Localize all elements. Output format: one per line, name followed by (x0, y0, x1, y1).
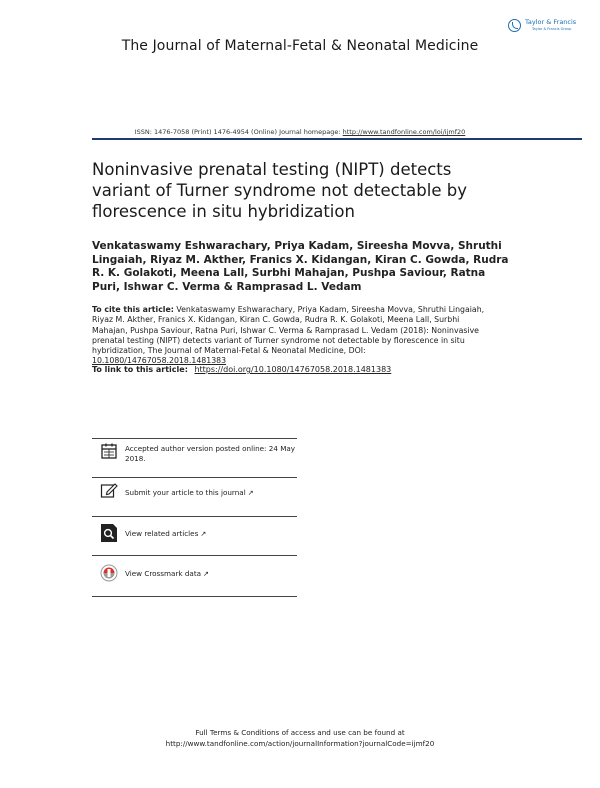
journal-title: The Journal of Maternal-Fetal & Neonatal Medicine (121, 38, 479, 54)
issn-line (0, 128, 600, 136)
crossmark-row[interactable] (92, 556, 297, 596)
article-link-label: To link to this article: (92, 365, 188, 374)
publisher-logo[interactable] (508, 18, 588, 36)
external-link-icon: ↗ (200, 530, 207, 538)
article-doi-link[interactable]: https://doi.org/10.1080/14767058.2018.1481383 (194, 365, 392, 374)
related-articles-row[interactable] (92, 517, 297, 555)
footer-terms-link[interactable]: http://www.tandfonline.com/action/journalInformation?journalCode=ijmf20 (165, 738, 435, 748)
journal-homepage-link[interactable]: http://www.tandfonline.com/loi/ijmf20 (342, 128, 466, 136)
submit-article-text: Submit your article to this journal (125, 488, 246, 497)
issn-text: ISSN: 1476-7058 (Print) 1476-4954 (Online) Journal homepage: (134, 128, 341, 136)
publisher-name: Taylor & Francis (525, 18, 577, 26)
search-document-icon (100, 524, 118, 542)
citation-block (92, 305, 492, 367)
article-link-block (92, 365, 512, 374)
calendar-icon (100, 442, 118, 460)
external-link-icon: ↗ (247, 489, 254, 497)
footer-terms-text: Full Terms & Conditions of access and use can be found at (195, 728, 405, 737)
accepted-info-text: Accepted author version posted online: 24 May 2018. (125, 444, 296, 463)
article-title: Noninvasive prenatal testing (NIPT) detects variant of Turner syndrome not detectable by florescence in situ hybridization (92, 160, 467, 221)
footer (0, 728, 600, 749)
crossmark-text: View Crossmark data (125, 569, 202, 578)
citation-doi-link[interactable]: 10.1080/14767058.2018.1481383 (92, 356, 227, 366)
author-list: Venkataswamy Eshwarachary, Priya Kadam, Sireesha Movva, Shruthi Lingaiah, Riyaz M. Akther, Franics X. Kidangan, Kiran C. Gowda, Rudra R. K. Golakoti, Meena Lall, Surbhi Mahajan, Pushpa Saviour, Ratna Puri, Ishwar C. Verma & Ramprasad L. Vedam (92, 240, 509, 293)
accepted-info-row (92, 439, 297, 477)
submit-article-row[interactable] (92, 478, 297, 516)
citation-text: Venkataswamy Eshwarachary, Priya Kadam, Sireesha Movva, Shruthi Lingaiah, Riyaz M. Akther, Franics X. Kidangan, Kiran C. Gowda, Rudra R. K. Golakoti, Meena Lall, Surbhi Mahajan, Pushpa Saviour, Ratna Puri, Ishwar C. Verma & Ramprasad L. Vedam (2018): Noninvasive prenatal testing (NIPT) detects variant of Turner syndrome not detectable by florescence in situ hybridization, The Journal of Maternal-Fetal & Neonatal Medicine, DOI: (92, 305, 485, 356)
related-articles-link[interactable] (125, 529, 300, 539)
info-divider (92, 596, 297, 597)
crossmark-link[interactable] (125, 569, 300, 579)
publisher-logo-icon (508, 19, 521, 32)
crossmark-icon (100, 564, 118, 582)
publisher-subname: Taylor & Francis Group (532, 27, 572, 31)
related-articles-text: View related articles (125, 529, 199, 538)
external-link-icon: ↗ (203, 570, 209, 578)
submit-article-link[interactable] (125, 488, 300, 498)
header-divider (92, 138, 582, 140)
pencil-icon (100, 481, 118, 499)
citation-label: To cite this article: (92, 305, 174, 314)
